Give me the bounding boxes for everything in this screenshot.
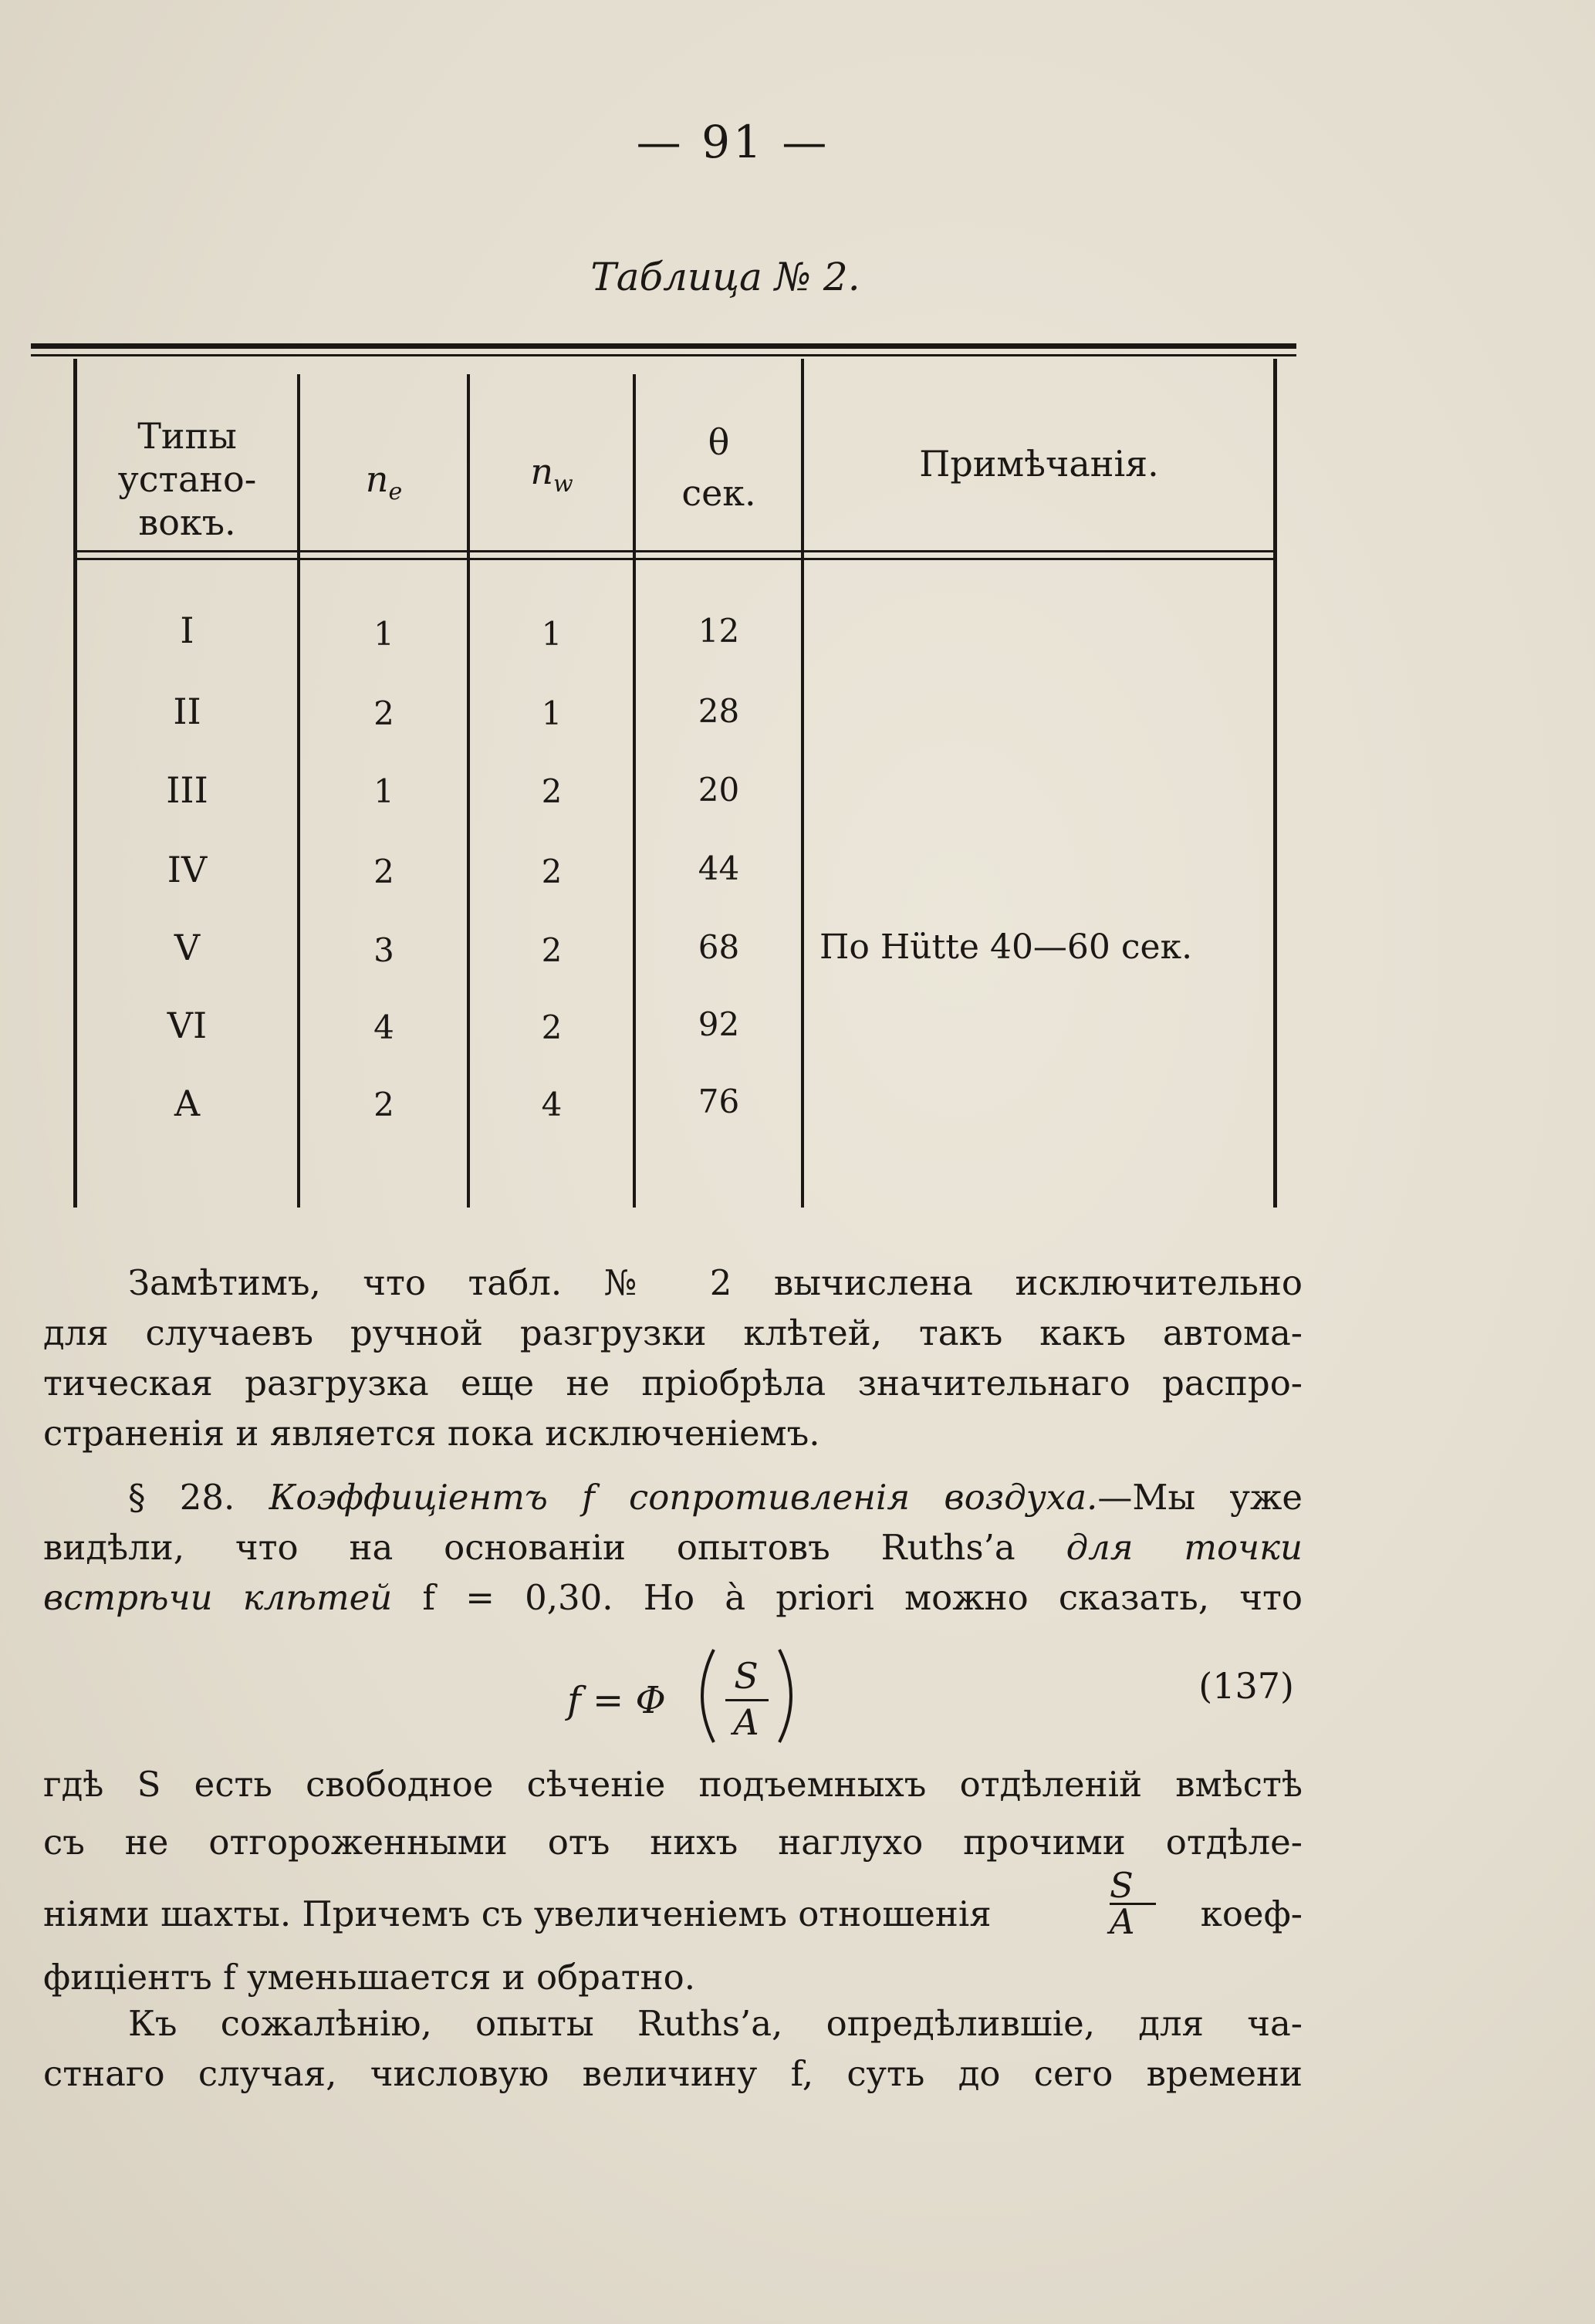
header-notes: Примѣчанія. <box>919 443 1159 485</box>
cell-type: II <box>173 691 201 732</box>
cell-theta: 20 <box>698 771 740 809</box>
cell-nw: 2 <box>541 772 563 810</box>
cell-ne: 2 <box>373 694 394 732</box>
inline-fraction: S A <box>1110 1869 1156 1939</box>
header-rule-2 <box>73 558 1277 560</box>
cell-theta: 76 <box>698 1083 740 1120</box>
cell-type: A <box>174 1083 201 1124</box>
header-rule <box>73 550 1277 552</box>
page-number: — 91 — <box>636 116 830 168</box>
cell-type: III <box>166 769 208 811</box>
formula-137 <box>0 1636 1595 1751</box>
cell-theta: 28 <box>698 692 740 730</box>
formula-numerator: S <box>734 1655 759 1697</box>
col-divider-2 <box>467 374 470 1208</box>
cell-nw: 1 <box>541 694 563 732</box>
paragraph-ruths: Къ сожалѣнію, опыты Ruths’a, опредѣлившіе, для ча- стнаго случая, числовую величину f, суть до сего времени <box>43 2003 1303 2094</box>
col-divider-1 <box>297 374 300 1208</box>
table-caption: Таблица № 2. <box>590 255 860 299</box>
formula-graphic <box>0 1636 1595 1751</box>
cell-ne: 3 <box>373 931 394 969</box>
paragraph-definition: гдѣ S есть свободное сѣченіе подъемныхъ отдѣленій вмѣстѣ съ не отгороженными отъ нихъ наглухо прочими отдѣле- ніями шахты. Причемъ съ увеличеніемъ отношенія S A коеф- фиціентъ f уменьшается и обратно. <box>43 1764 1303 1998</box>
header-ne: $n_e$ <box>365 458 403 506</box>
cell-theta: 68 <box>698 928 740 966</box>
section-title: Коэффиціентъ f сопротивленія воздуха. <box>269 1477 1098 1518</box>
formula-lhs: f = Φ <box>567 1679 666 1722</box>
paragraph-note: Замѣтимъ, что табл. № 2 вычислена исключительно для случаевъ ручной разгрузки клѣтей, такъ какъ автома- тическая разгрузка еще не пріобрѣла значительнаго распро- страненія и является пока исключеніемъ. <box>43 1262 1303 1454</box>
table-border-right <box>1273 359 1277 1208</box>
cell-type: IV <box>167 849 208 890</box>
paragraph-section-28: § 28. Коэффиціентъ f сопротивленія воздуха.—Мы уже видѣли, что на основаніи опытовъ Ruths’a для точки встрѣчи клѣтей f = 0,30. Но à priori можно сказать, что <box>43 1477 1303 1618</box>
equation-number: (137) <box>1198 1665 1294 1707</box>
data-table <box>31 343 1296 1223</box>
col-divider-4 <box>801 359 804 1208</box>
cell-ne: 2 <box>373 853 394 890</box>
cell-nw: 2 <box>541 853 563 890</box>
cell-type: V <box>174 927 201 968</box>
header-type: Типы устано- вокъ. <box>117 415 257 543</box>
cell-ne: 1 <box>373 615 394 653</box>
cell-nw: 1 <box>541 615 563 653</box>
cell-theta: 12 <box>698 612 740 650</box>
cell-nw: 4 <box>541 1086 563 1123</box>
cell-ne: 2 <box>373 1086 394 1123</box>
header-nw: $n_w$ <box>530 451 573 498</box>
header-theta: θ сек. <box>681 421 756 514</box>
cell-type: I <box>180 610 194 651</box>
cell-note: По Hütte 40—60 сек. <box>819 927 1193 967</box>
cell-nw: 2 <box>541 931 563 969</box>
table-top-rule-2 <box>31 354 1296 356</box>
table-top-rule <box>31 343 1296 349</box>
cell-nw: 2 <box>541 1008 563 1046</box>
cell-type: VI <box>167 1005 208 1046</box>
col-divider-3 <box>633 374 636 1208</box>
formula-denominator: A <box>733 1701 759 1743</box>
cell-ne: 1 <box>373 772 394 810</box>
cell-theta: 92 <box>698 1005 740 1043</box>
section-number: § 28. <box>128 1477 235 1518</box>
cell-theta: 44 <box>698 850 740 887</box>
cell-ne: 4 <box>373 1008 394 1046</box>
